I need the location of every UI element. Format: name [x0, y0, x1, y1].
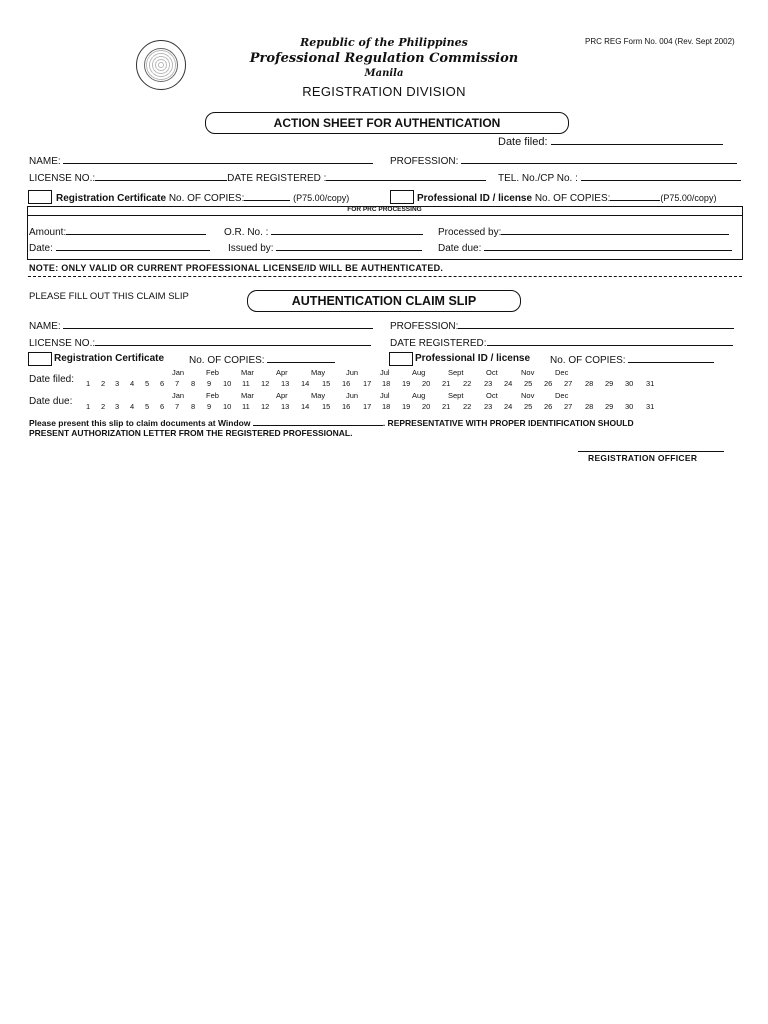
date-filed-day-4[interactable]: 4 — [130, 379, 135, 388]
date-filed-day-3[interactable]: 3 — [115, 379, 120, 388]
registration-officer-label: REGISTRATION OFFICER — [588, 453, 698, 463]
processed-by-label: Processed by: — [438, 227, 502, 238]
date-due-label: Date due: — [438, 243, 482, 254]
claim-date-filed-label: Date filed: — [29, 374, 75, 385]
date-due-day-29[interactable]: 29 — [605, 402, 614, 411]
claim-slip-title — [247, 290, 521, 312]
claim-prof-copies-label: No. OF COPIES: — [550, 355, 626, 366]
date-due-day-26[interactable]: 26 — [544, 402, 553, 411]
processed-by-field[interactable] — [501, 225, 729, 235]
date-filed-day-15[interactable]: 15 — [322, 379, 331, 388]
date-due-day-7[interactable]: 7 — [175, 402, 180, 411]
date-due-day-18[interactable]: 18 — [382, 402, 391, 411]
date-due-month-5: May — [311, 391, 326, 400]
date-filed-day-6[interactable]: 6 — [160, 379, 165, 388]
prof-id-checkbox[interactable] — [390, 190, 414, 204]
date-filed-label: Date filed: — [498, 136, 548, 148]
date-due-day-27[interactable]: 27 — [564, 402, 573, 411]
date-filed-day-16[interactable]: 16 — [342, 379, 351, 388]
agency-heading: Professional Regulation Commission — [249, 51, 519, 66]
date-filed-row — [498, 135, 723, 148]
profession-row — [390, 154, 737, 167]
claim-instruction-part-1: Please present this slip to claim documents at Window — [29, 418, 251, 428]
cut-line — [28, 276, 742, 277]
date-due-month-4: Apr — [276, 391, 288, 400]
issued-by-row — [228, 241, 422, 254]
amount-label: Amount: — [29, 227, 67, 238]
date-filed-day-2[interactable]: 2 — [101, 379, 106, 388]
date-filed-month-6: Jun — [346, 368, 359, 377]
date-filed-day-29[interactable]: 29 — [605, 379, 614, 388]
date-due-day-13[interactable]: 13 — [281, 402, 290, 411]
reg-cert-label: Registration Certificate — [56, 193, 167, 204]
date-due-day-6[interactable]: 6 — [160, 402, 165, 411]
license-field[interactable] — [95, 171, 227, 181]
date-filed-month-8: Aug — [412, 368, 426, 377]
claim-date-due-label: Date due: — [29, 396, 73, 407]
date-due-day-15[interactable]: 15 — [322, 402, 331, 411]
claim-name-label: NAME: — [29, 321, 61, 332]
fill-out-instruction: PLEASE FILL OUT THIS CLAIM SLIP — [29, 291, 189, 302]
date-due-day-21[interactable]: 21 — [442, 402, 451, 411]
date-due-day-28[interactable]: 28 — [585, 402, 594, 411]
date-due-day-20[interactable]: 20 — [422, 402, 431, 411]
claim-slip-title-text: AUTHENTICATION CLAIM SLIP — [291, 294, 477, 308]
date-due-day-31[interactable]: 31 — [646, 402, 655, 411]
date-filed-day-5[interactable]: 5 — [145, 379, 150, 388]
date-filed-field[interactable] — [551, 135, 723, 145]
profession-field[interactable] — [461, 154, 737, 164]
claim-date-registered-row — [390, 336, 733, 349]
claim-reg-cert-row — [54, 353, 164, 364]
date-filed-day-7[interactable]: 7 — [175, 379, 180, 388]
reg-copies-field[interactable] — [244, 191, 290, 201]
claim-instruction-line-2: PRESENT AUTHORIZATION LETTER FROM THE REGISTERED PROFESSIONAL. — [29, 428, 353, 438]
claim-profession-row — [390, 319, 734, 332]
window-number-field[interactable] — [253, 416, 383, 426]
date-label: Date: — [29, 243, 53, 254]
claim-prof-id-row — [415, 353, 530, 364]
date-filed-day-9[interactable]: 9 — [207, 379, 212, 388]
date-filed-day-19[interactable]: 19 — [402, 379, 411, 388]
claim-date-registered-field[interactable] — [487, 336, 733, 346]
license-row — [29, 171, 486, 184]
date-due-month-9: Sept — [448, 391, 464, 400]
date-filed-day-10[interactable]: 10 — [223, 379, 232, 388]
date-due-month-12: Dec — [555, 391, 569, 400]
date-due-day-16[interactable]: 16 — [342, 402, 351, 411]
date-filed-day-11[interactable]: 11 — [242, 379, 250, 388]
action-sheet-title-text: ACTION SHEET FOR AUTHENTICATION — [273, 116, 501, 130]
date-filed-month-3: Mar — [241, 368, 254, 377]
claim-prof-copies-row — [550, 353, 714, 366]
or-label: O.R. No. : — [224, 227, 269, 238]
claim-prof-copies-field[interactable] — [628, 353, 714, 363]
license-label: LICENSE NO.: — [29, 173, 96, 184]
claim-license-field[interactable] — [95, 336, 371, 346]
date-due-day-24[interactable]: 24 — [504, 402, 513, 411]
claim-instruction-part-2: . REPRESENTATIVE WITH PROPER IDENTIFICATION SHOULD — [382, 418, 634, 428]
date-due-day-3[interactable]: 3 — [115, 402, 120, 411]
reg-price-label: (P75.00/copy) — [293, 193, 350, 203]
date-filed-day-22[interactable]: 22 — [463, 379, 472, 388]
date-filed-day-20[interactable]: 20 — [422, 379, 431, 388]
date-due-month-6: Jun — [346, 391, 359, 400]
date-filed-day-31[interactable]: 31 — [646, 379, 655, 388]
prof-id-label: Professional ID / license — [417, 193, 533, 204]
date-filed-day-24[interactable]: 24 — [504, 379, 513, 388]
claim-instruction-line-1 — [29, 416, 634, 428]
date-due-row — [438, 241, 732, 254]
tel-row — [498, 171, 741, 184]
date-filed-month-9: Sept — [448, 368, 464, 377]
claim-license-label: LICENSE NO.: — [29, 338, 96, 349]
profession-label: PROFESSION: — [390, 156, 459, 167]
date-due-day-14[interactable]: 14 — [301, 402, 310, 411]
authentication-note: NOTE: ONLY VALID OR CURRENT PROFESSIONAL LICENSE/ID WILL BE AUTHENTICATED. — [29, 263, 444, 273]
date-filed-month-10: Oct — [486, 368, 498, 377]
prof-id-row — [417, 191, 716, 204]
reg-cert-checkbox[interactable] — [28, 190, 52, 204]
date-filed-day-14[interactable]: 14 — [301, 379, 310, 388]
claim-name-field[interactable] — [63, 319, 373, 329]
or-row — [224, 225, 423, 238]
date-due-day-10[interactable]: 10 — [223, 402, 232, 411]
claim-date-registered-label: DATE REGISTERED: — [390, 338, 487, 349]
date-registered-field[interactable] — [326, 171, 486, 181]
date-due-day-2[interactable]: 2 — [101, 402, 106, 411]
date-filed-day-25[interactable]: 25 — [524, 379, 533, 388]
tel-label: TEL. No./CP No. : — [498, 173, 578, 184]
date-registered-label: DATE REGISTERED : — [227, 173, 327, 184]
date-filed-month-5: May — [311, 368, 326, 377]
date-due-month-3: Mar — [241, 391, 254, 400]
claim-prof-id-label: Professional ID / license — [415, 353, 531, 364]
date-due-month-11: Nov — [521, 391, 535, 400]
date-filed-day-18[interactable]: 18 — [382, 379, 391, 388]
date-due-month-2: Feb — [206, 391, 219, 400]
date-filed-month-11: Nov — [521, 368, 535, 377]
reg-cert-row — [56, 191, 349, 204]
date-due-month-1: Jan — [172, 391, 185, 400]
amount-row — [29, 225, 206, 238]
officer-signature-line[interactable] — [578, 451, 724, 452]
date-filed-day-17[interactable]: 17 — [363, 379, 372, 388]
date-due-day-17[interactable]: 17 — [363, 402, 372, 411]
date-due-month-7: Jul — [380, 391, 390, 400]
name-label: NAME: — [29, 156, 61, 167]
date-filed-day-8[interactable]: 8 — [191, 379, 196, 388]
claim-reg-cert-checkbox[interactable] — [28, 352, 52, 366]
date-filed-day-12[interactable]: 12 — [261, 379, 270, 388]
name-row — [29, 154, 373, 167]
date-due-day-9[interactable]: 9 — [207, 402, 212, 411]
date-row — [29, 241, 210, 254]
date-filed-day-13[interactable]: 13 — [281, 379, 290, 388]
date-filed-day-26[interactable]: 26 — [544, 379, 553, 388]
date-due-day-19[interactable]: 19 — [402, 402, 411, 411]
city-heading: Manila — [364, 68, 404, 79]
date-due-day-23[interactable]: 23 — [484, 402, 493, 411]
date-filed-month-4: Apr — [276, 368, 288, 377]
claim-name-row — [29, 319, 373, 332]
date-filed-day-27[interactable]: 27 — [564, 379, 573, 388]
prof-copies-field[interactable] — [610, 191, 660, 201]
prof-price-label: (P75.00/copy) — [660, 193, 717, 203]
date-filed-day-1[interactable]: 1 — [86, 379, 91, 388]
claim-license-row — [29, 336, 371, 349]
issued-by-label: Issued by: — [228, 243, 274, 254]
date-due-field[interactable] — [484, 241, 732, 251]
tel-field[interactable] — [581, 171, 741, 181]
date-filed-month-1: Jan — [172, 368, 185, 377]
date-field[interactable] — [56, 241, 210, 251]
date-filed-month-12: Dec — [555, 368, 569, 377]
date-filed-day-30[interactable]: 30 — [625, 379, 634, 388]
date-due-day-22[interactable]: 22 — [463, 402, 472, 411]
amount-field[interactable] — [66, 225, 206, 235]
claim-prof-id-checkbox[interactable] — [389, 352, 413, 366]
claim-profession-label: PROFESSION: — [390, 321, 459, 332]
claim-reg-copies-field[interactable] — [267, 353, 335, 363]
date-due-day-11[interactable]: 11 — [242, 402, 250, 411]
claim-reg-cert-label: Registration Certificate — [54, 353, 165, 364]
date-due-day-8[interactable]: 8 — [191, 402, 196, 411]
date-due-day-12[interactable]: 12 — [261, 402, 270, 411]
action-sheet-title — [205, 112, 569, 134]
republic-heading: Republic of the Philippines — [300, 36, 468, 49]
processed-by-row — [438, 225, 729, 238]
date-filed-month-2: Feb — [206, 368, 219, 377]
date-filed-month-7: Jul — [380, 368, 390, 377]
claim-reg-copies-label: No. OF COPIES: — [189, 355, 265, 366]
date-due-day-5[interactable]: 5 — [145, 402, 150, 411]
division-heading: REGISTRATION DIVISION — [302, 84, 466, 99]
date-due-day-25[interactable]: 25 — [524, 402, 533, 411]
reg-copies-label: No. OF COPIES: — [168, 193, 245, 204]
form-code: PRC REG Form No. 004 (Rev. Sept 2002) — [585, 37, 735, 46]
date-due-day-30[interactable]: 30 — [625, 402, 634, 411]
date-filed-day-21[interactable]: 21 — [442, 379, 451, 388]
date-due-day-4[interactable]: 4 — [130, 402, 135, 411]
processing-header: FOR PRC PROCESSING — [347, 206, 422, 213]
name-field[interactable] — [63, 154, 373, 164]
date-due-month-10: Oct — [486, 391, 498, 400]
date-filed-day-23[interactable]: 23 — [484, 379, 493, 388]
date-filed-day-28[interactable]: 28 — [585, 379, 594, 388]
date-due-day-1[interactable]: 1 — [86, 402, 91, 411]
prof-copies-label: No. OF COPIES: — [534, 193, 611, 204]
claim-reg-copies-row — [189, 353, 335, 366]
date-due-month-8: Aug — [412, 391, 426, 400]
claim-profession-field[interactable] — [458, 319, 734, 329]
issued-by-field[interactable] — [276, 241, 422, 251]
or-field[interactable] — [271, 225, 423, 235]
